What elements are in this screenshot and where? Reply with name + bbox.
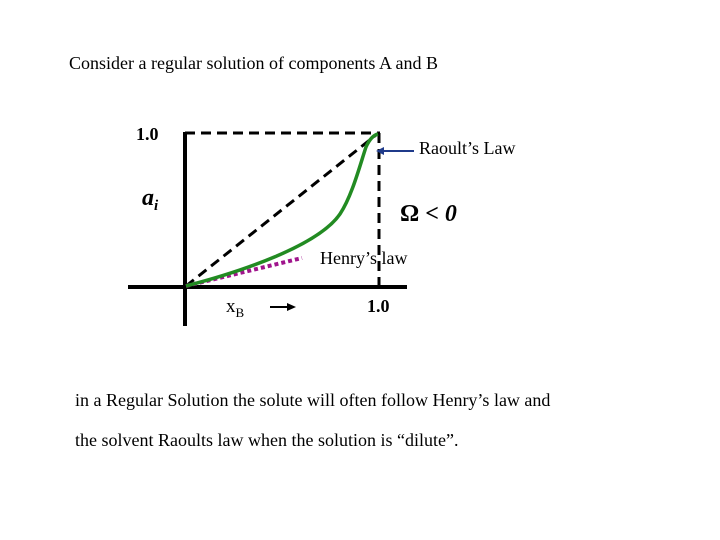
omega-relation: < xyxy=(419,201,445,227)
raoult-law-label: Raoult’s Law xyxy=(419,138,516,158)
y-tick-label: 1.0 xyxy=(136,124,159,144)
x-tick-label: 1.0 xyxy=(367,296,390,316)
note-line-2: the solvent Raoults law when the solution is “dilute”. xyxy=(75,430,459,450)
note-line-1: in a Regular Solution the solute will often follow Henry’s law and xyxy=(75,390,551,410)
omega-condition xyxy=(400,201,457,228)
y-axis-label xyxy=(142,185,158,215)
x-axis-label-main: x xyxy=(226,296,236,317)
y-axis-label-subscript: i xyxy=(154,198,159,214)
henry-law-label: Henry’s law xyxy=(320,248,408,268)
y-axis-label-main: a xyxy=(142,185,154,211)
x-axis-label-subscript: B xyxy=(235,305,245,320)
heading-text: Consider a regular solution of components A and B xyxy=(69,53,438,73)
xb-arrow-arrowhead xyxy=(287,303,296,311)
x-axis-label xyxy=(226,296,244,321)
omega-value: 0 xyxy=(444,201,457,227)
omega-symbol: Ω xyxy=(400,201,420,227)
